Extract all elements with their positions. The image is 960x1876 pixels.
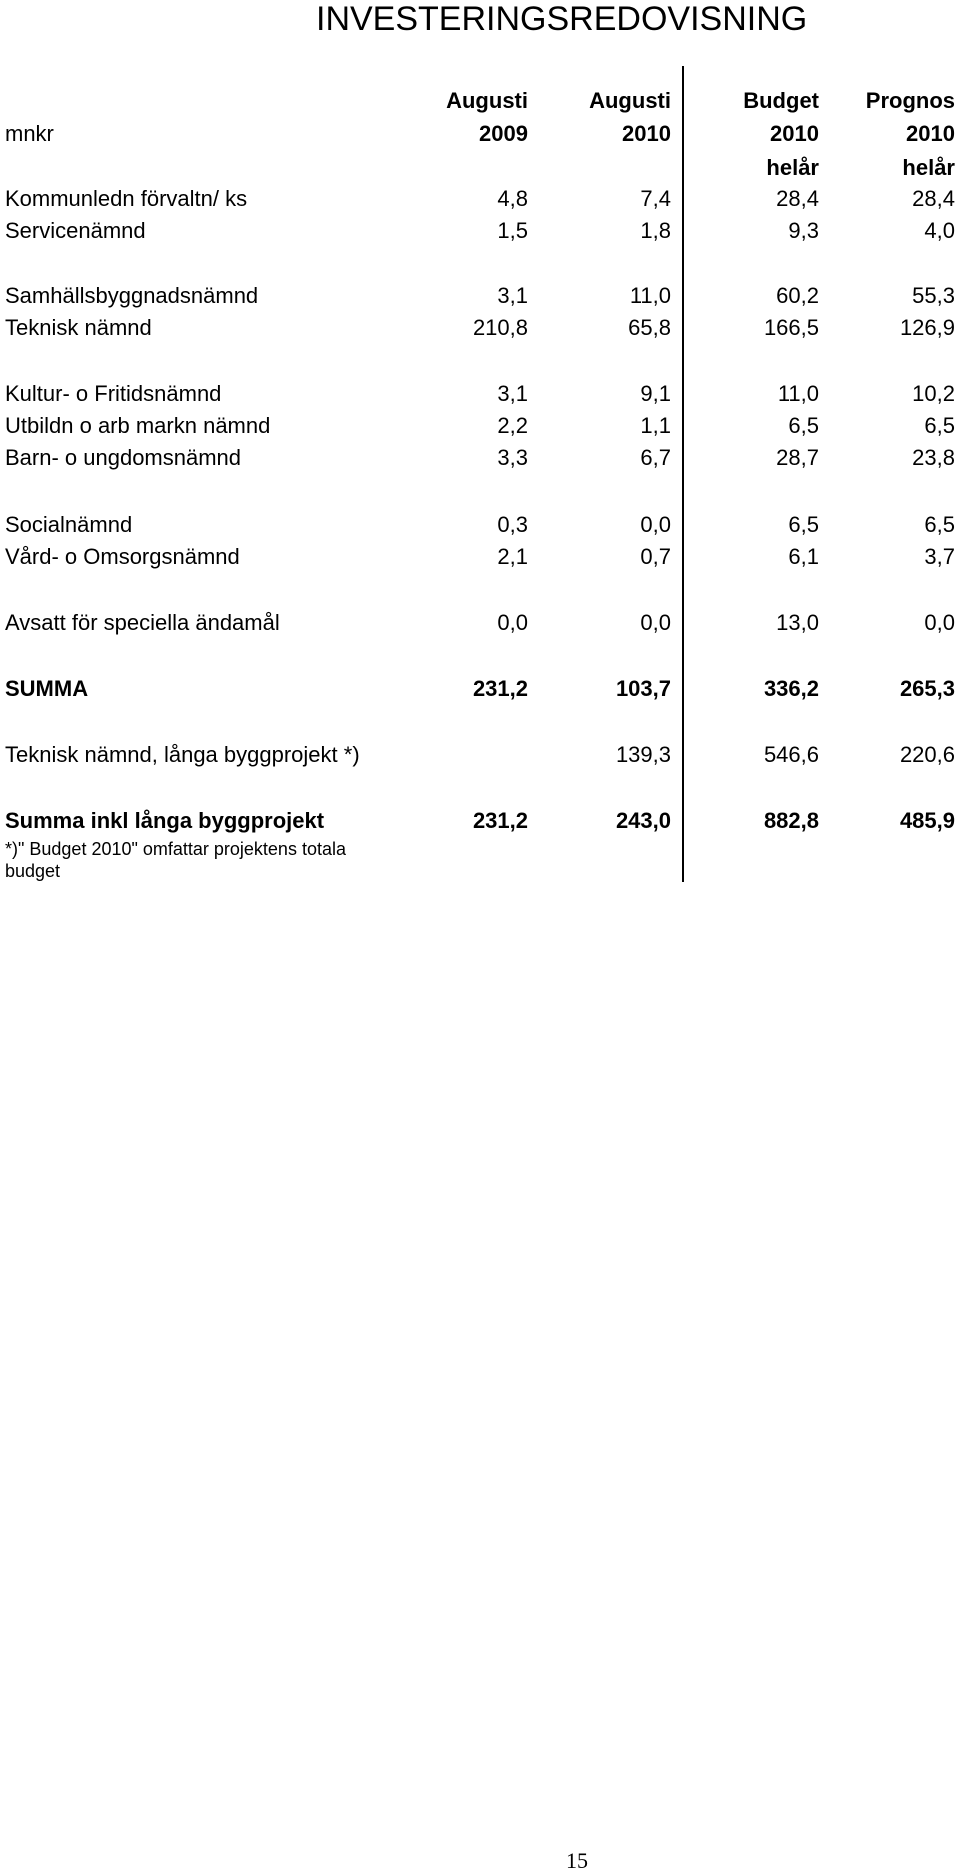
cell-prognos-2010: 6,5 xyxy=(924,512,955,537)
table-row xyxy=(0,413,960,443)
table-row xyxy=(0,381,960,411)
cell-prognos-2010: 265,3 xyxy=(899,676,955,701)
table-row xyxy=(0,544,960,574)
cell-prognos-2010: 23,8 xyxy=(912,445,955,470)
cell-aug-2009: 3,1 xyxy=(497,381,528,406)
cell-prognos-2010: 4,0 xyxy=(924,218,955,243)
row-label: Servicenämnd xyxy=(5,218,146,243)
header-cell: Augusti xyxy=(589,88,671,113)
header-cell: Augusti xyxy=(446,88,528,113)
cell-prognos-2010: 220,6 xyxy=(899,742,955,767)
cell-aug-2009: 2,1 xyxy=(497,544,528,569)
header-cell: helår xyxy=(766,155,819,180)
cell-prognos-2010: 0,0 xyxy=(924,610,955,635)
cell-aug-2009: 3,1 xyxy=(497,283,528,308)
row-label: Kultur- o Fritidsnämnd xyxy=(5,381,222,406)
row-label: Avsatt för speciella ändamål xyxy=(5,610,280,635)
table-row xyxy=(0,218,960,248)
cell-aug-2010: 243,0 xyxy=(615,808,671,833)
cell-aug-2009: 4,8 xyxy=(497,186,528,211)
row-label: Barn- o ungdomsnämnd xyxy=(5,445,242,470)
page-title: INVESTERINGSREDOVISNING xyxy=(316,0,808,38)
table-row-grand-total xyxy=(0,808,960,838)
cell-budget-2010: 60,2 xyxy=(776,283,819,308)
row-label: Utbildn o arb markn nämnd xyxy=(5,413,271,438)
cell-prognos-2010: 28,4 xyxy=(912,186,955,211)
cell-budget-2010: 6,5 xyxy=(788,413,819,438)
cell-budget-2010: 546,6 xyxy=(763,742,819,767)
row-label: Vård- o Omsorgsnämnd xyxy=(5,544,240,569)
cell-aug-2009: 2,2 xyxy=(497,413,528,438)
cell-prognos-2010: 10,2 xyxy=(912,381,955,406)
header-cell: Budget xyxy=(743,88,819,113)
cell-aug-2009: 1,5 xyxy=(497,218,528,243)
row-label: Teknisk nämnd xyxy=(5,315,152,340)
table-row xyxy=(0,742,960,772)
cell-aug-2009: 0,3 xyxy=(497,512,528,537)
cell-aug-2009: 210,8 xyxy=(472,315,528,340)
cell-budget-2010: 13,0 xyxy=(776,610,819,635)
cell-budget-2010: 882,8 xyxy=(763,808,819,833)
cell-aug-2009: 231,2 xyxy=(472,808,528,833)
table-row xyxy=(0,283,960,313)
header-cell: Prognos xyxy=(865,88,955,113)
cell-aug-2010: 7,4 xyxy=(640,186,671,211)
cell-prognos-2010: 6,5 xyxy=(924,413,955,438)
cell-aug-2010: 139,3 xyxy=(615,742,671,767)
cell-budget-2010: 6,1 xyxy=(788,544,819,569)
cell-aug-2010: 11,0 xyxy=(629,283,671,308)
row-label: Socialnämnd xyxy=(5,512,133,537)
table-row xyxy=(0,610,960,640)
cell-aug-2010: 65,8 xyxy=(628,315,671,340)
cell-aug-2009: 3,3 xyxy=(497,445,528,470)
cell-aug-2010: 0,7 xyxy=(640,544,671,569)
cell-aug-2010: 1,1 xyxy=(640,413,671,438)
table-row xyxy=(0,512,960,542)
cell-budget-2010: 11,0 xyxy=(777,381,819,406)
table-row xyxy=(0,315,960,345)
table-header-row-3 xyxy=(0,155,960,185)
table-header-row-1 xyxy=(0,88,960,118)
page-number: 15 xyxy=(566,1848,588,1873)
row-label: Teknisk nämnd, långa byggprojekt *) xyxy=(5,742,360,767)
cell-budget-2010: 6,5 xyxy=(788,512,819,537)
cell-budget-2010: 28,4 xyxy=(776,186,819,211)
cell-aug-2010: 0,0 xyxy=(640,512,671,537)
cell-budget-2010: 28,7 xyxy=(776,445,819,470)
cell-prognos-2010: 485,9 xyxy=(899,808,955,833)
table-row xyxy=(0,186,960,216)
header-cell: helår xyxy=(902,155,955,180)
row-label: Samhällsbyggnadsnämnd xyxy=(5,283,259,308)
cell-budget-2010: 9,3 xyxy=(788,218,819,243)
row-label: SUMMA xyxy=(5,676,89,701)
cell-aug-2010: 103,7 xyxy=(615,676,671,701)
header-cell: 2010 xyxy=(622,121,671,146)
cell-prognos-2010: 3,7 xyxy=(924,544,955,569)
table-row xyxy=(0,445,960,475)
footnote: *)" Budget 2010" omfattar projektens totala budget xyxy=(5,839,346,881)
cell-aug-2010: 0,0 xyxy=(640,610,671,635)
cell-prognos-2010: 55,3 xyxy=(912,283,955,308)
cell-budget-2010: 166,5 xyxy=(763,315,819,340)
cell-budget-2010: 336,2 xyxy=(763,676,819,701)
row-label: Kommunledn förvaltn/ ks xyxy=(5,186,248,211)
cell-aug-2010: 9,1 xyxy=(640,381,671,406)
table-row-total xyxy=(0,676,960,706)
cell-aug-2010: 1,8 xyxy=(640,218,671,243)
cell-aug-2009: 231,2 xyxy=(472,676,528,701)
row-label: Summa inkl långa byggprojekt xyxy=(5,808,325,833)
cell-aug-2009: 0,0 xyxy=(497,610,528,635)
table-header-row-2 xyxy=(0,121,960,151)
header-label: mnkr xyxy=(5,121,54,146)
header-cell: 2009 xyxy=(479,121,528,146)
header-cell: 2010 xyxy=(770,121,819,146)
header-cell: 2010 xyxy=(906,121,955,146)
cell-aug-2010: 6,7 xyxy=(640,445,671,470)
cell-prognos-2010: 126,9 xyxy=(899,315,955,340)
